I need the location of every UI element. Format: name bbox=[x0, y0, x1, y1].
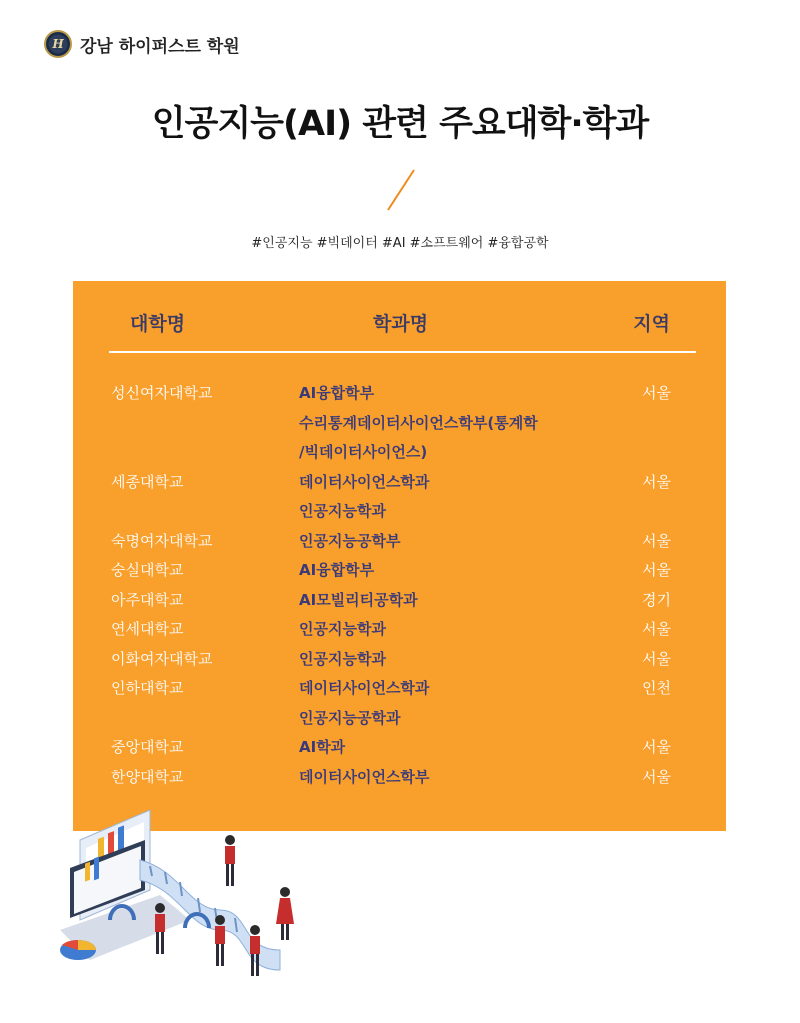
page-title: 인공지능(AI) 관련 주요대학·학과 bbox=[151, 104, 649, 144]
academy-emblem-icon: H bbox=[44, 30, 72, 58]
table-body bbox=[73, 379, 726, 792]
slash-accent-icon bbox=[384, 168, 418, 212]
university-name: 중앙대학교 bbox=[111, 738, 184, 756]
department-list bbox=[299, 527, 599, 557]
department-name: AI융합학부 bbox=[299, 561, 375, 579]
brand-name: 강남 하이퍼스트 학원 bbox=[80, 36, 240, 57]
table-row bbox=[73, 379, 726, 468]
department-name: 인공지능학과 bbox=[299, 649, 386, 668]
region-name: 서울 bbox=[642, 649, 671, 668]
hashtags: #인공지능 #빅데이터 #AI #소프트웨어 #융합공학 bbox=[251, 236, 549, 251]
region-name: 서울 bbox=[642, 738, 671, 756]
table-row bbox=[73, 645, 726, 675]
data-analytics-illustration bbox=[40, 800, 310, 1010]
department-name: AI모빌리티공학과 bbox=[299, 590, 418, 609]
department-name: AI학과 bbox=[299, 738, 346, 756]
brand bbox=[44, 28, 240, 60]
pie-chart-shape bbox=[60, 940, 96, 960]
header-divider bbox=[109, 351, 696, 353]
table-row bbox=[73, 763, 726, 793]
region-name: 서울 bbox=[642, 384, 671, 402]
region-name: 서울 bbox=[642, 561, 671, 579]
department-name: 인공지능학과 bbox=[299, 620, 386, 638]
table-row bbox=[73, 674, 726, 733]
header-department: 학과명 bbox=[373, 313, 429, 335]
department-name: 인공지능공학과 bbox=[299, 708, 401, 727]
table-row bbox=[73, 556, 726, 586]
university-name: 성신여자대학교 bbox=[111, 384, 213, 402]
department-name: 인공지능공학부 bbox=[299, 531, 401, 550]
department-name: /빅데이터사이언스) bbox=[299, 443, 428, 461]
header-region: 지역 bbox=[633, 313, 670, 335]
person-figure bbox=[250, 925, 260, 976]
person-figure bbox=[225, 835, 235, 886]
person-figure bbox=[276, 887, 294, 940]
department-list bbox=[299, 615, 599, 645]
department-list bbox=[299, 556, 599, 586]
university-name: 연세대학교 bbox=[111, 620, 184, 638]
department-list bbox=[299, 379, 599, 468]
university-name: 한양대학교 bbox=[111, 767, 184, 786]
university-name: 인하대학교 bbox=[111, 679, 184, 697]
department-name: 데이터사이언스학부 bbox=[299, 767, 430, 786]
university-name: 이화여자대학교 bbox=[111, 649, 213, 668]
university-name: 아주대학교 bbox=[111, 590, 184, 609]
department-name: 수리통계데이터사이언스학부(통계학 bbox=[299, 413, 538, 432]
university-name: 숭실대학교 bbox=[111, 561, 184, 579]
department-name: 데이터사이언스학과 bbox=[299, 679, 430, 697]
department-list bbox=[299, 586, 599, 616]
department-list bbox=[299, 733, 599, 763]
region-name: 인천 bbox=[642, 679, 671, 697]
header-university: 대학명 bbox=[130, 313, 186, 335]
university-name: 세종대학교 bbox=[111, 472, 184, 491]
table-row bbox=[73, 733, 726, 763]
table-row bbox=[73, 586, 726, 616]
department-name: 데이터사이언스학과 bbox=[299, 472, 430, 491]
table-row bbox=[73, 468, 726, 527]
department-list bbox=[299, 645, 599, 675]
person-figure bbox=[155, 903, 165, 954]
region-name: 서울 bbox=[642, 767, 671, 786]
table-row bbox=[73, 615, 726, 645]
department-list bbox=[299, 763, 599, 793]
university-table bbox=[73, 281, 726, 831]
region-name: 서울 bbox=[642, 620, 671, 638]
university-name: 숙명여자대학교 bbox=[111, 531, 213, 550]
region-name: 서울 bbox=[642, 531, 671, 550]
department-name: AI융합학부 bbox=[299, 384, 375, 402]
region-name: 경기 bbox=[642, 590, 671, 609]
table-row bbox=[73, 527, 726, 557]
department-name: 인공지능학과 bbox=[299, 502, 386, 520]
department-list bbox=[299, 674, 599, 733]
department-list bbox=[299, 468, 599, 527]
person-figure bbox=[215, 915, 225, 966]
region-name: 서울 bbox=[642, 472, 671, 491]
